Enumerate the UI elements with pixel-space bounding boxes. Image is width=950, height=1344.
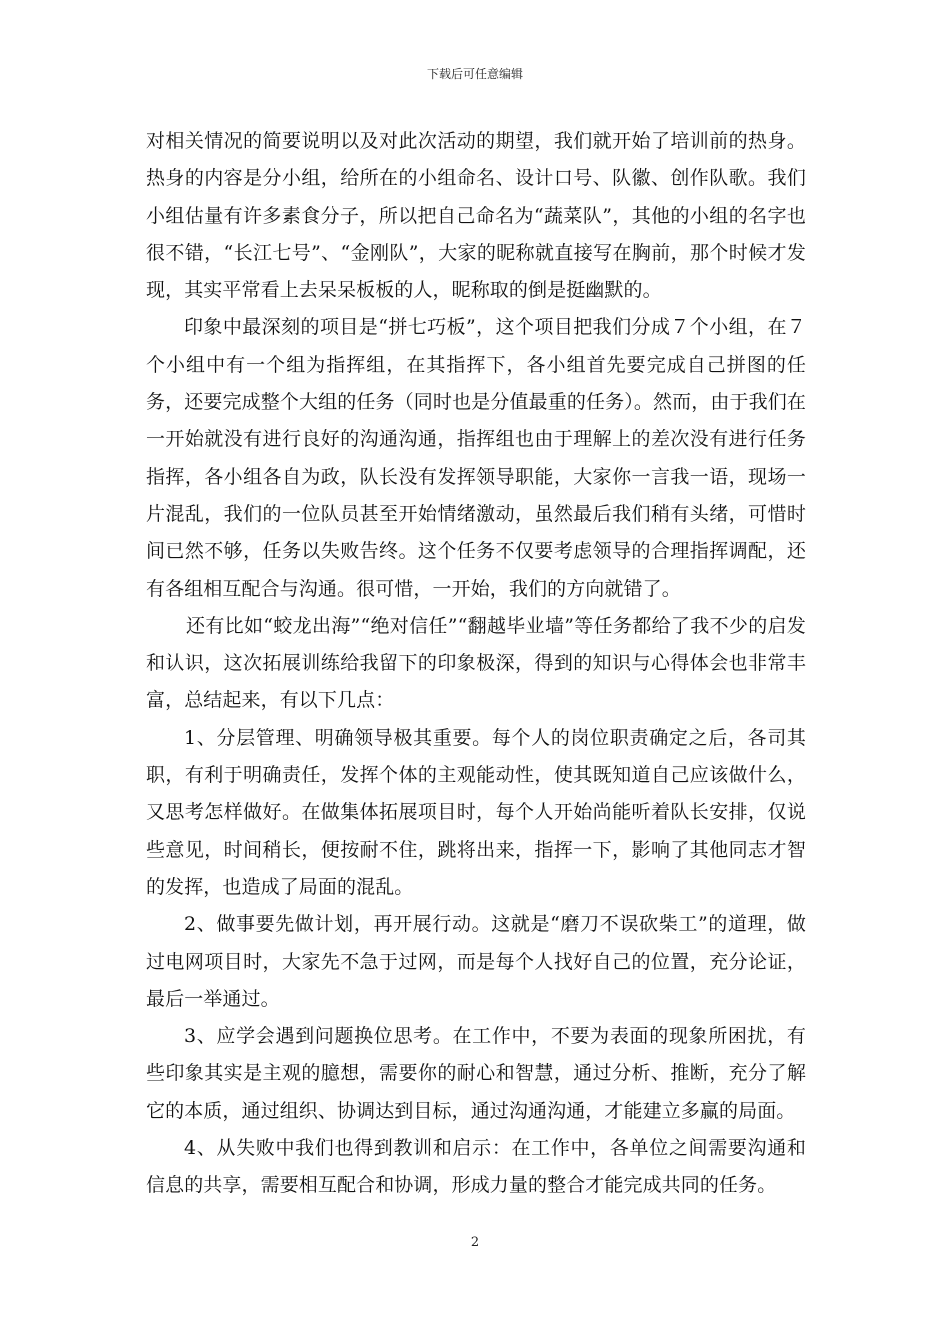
page-header: 下载后可任意编辑 <box>426 67 523 81</box>
document-body <box>146 123 806 1205</box>
page-number: 2 <box>470 1235 480 1250</box>
paragraph-point-4: 4、从失败中我们也得到教训和启示：在工作中，各单位之间需要沟通和信息的共享，需要相互配合和协调，形成力量的整合才能完成共同的任务。 <box>146 1137 806 1197</box>
paragraph-tangram: 印象中最深刻的项目是“拼七巧板”，这个项目把我们分成７个小组，在７个小组中有一个组为指挥组，在其指挥下，各小组首先要完成自己拼图的任务，还要完成整个大组的任务（同时也是分值最重的任务）。然而，由于我们在一开始就没有进行良好的沟通沟通，指挥组也由于理解上的差次没有进行任务指挥，各小组各自为政，队长没有发挥领导职能，大家你一言我一语，现场一片混乱，我们的一位队员甚至开始情绪激动，虽然最后我们稍有头绪，可惜时间已然不够，任务以失败告终。这个任务不仅要考虑领导的合理指挥调配，还有各组相互配合与沟通。很可惜，一开始，我们的方向就错了。 <box>146 316 806 600</box>
paragraph-point-3: 3、应学会遇到问题换位思考。在工作中，不要为表面的现象所困扰，有些印象其实是主观的臆想，需要你的耐心和智慧，通过分析、推断，充分了解它的本质，通过组织、协调达到目标，通过沟通沟通，才能建立多赢的局面。 <box>146 1025 806 1122</box>
paragraph-other-tasks: 还有比如“蛟龙出海”“绝对信任”“翻越毕业墙”等任务都给了我不少的启发和认识，这次拓展训练给我留下的印象极深，得到的知识与心得体会也非常丰富，总结起来，有以下几点： <box>146 614 806 712</box>
paragraph-point-1: 1、分层管理、明确领导极其重要。每个人的岗位职责确定之后，各司其职，有利于明确责任，发挥个体的主观能动性，使其既知道自己应该做什么，又思考怎样做好。在做集体拓展项目时，每个人开始尚能听着队长安排，仅说些意见，时间稍长，便按耐不住，跳将出来，指挥一下，影响了其他同志才智的发挥，也造成了局面的混乱。 <box>146 726 806 898</box>
paragraph-warmup: 对相关情况的简要说明以及对此次活动的期望，我们就开始了培训前的热身。热身的内容是分小组，给所在的小组命名、设计口号、队徽、创作队歌。我们小组估量有许多素食分子，所以把自己命名为“蔬菜队”，其他的小组的名字也很不错，“长江七号”、“金刚队”，大家的昵称就直接写在胸前，那个时候才发现，其实平常看上去呆呆板板的人，昵称取的倒是挺幽默的。 <box>146 130 806 302</box>
paragraph-point-2: 2、做事要先做计划，再开展行动。这就是“磨刀不误砍柴工”的道理，做过电网项目时，大家先不急于过网，而是每个人找好自己的位置，充分论证，最后一举通过。 <box>146 913 806 1010</box>
